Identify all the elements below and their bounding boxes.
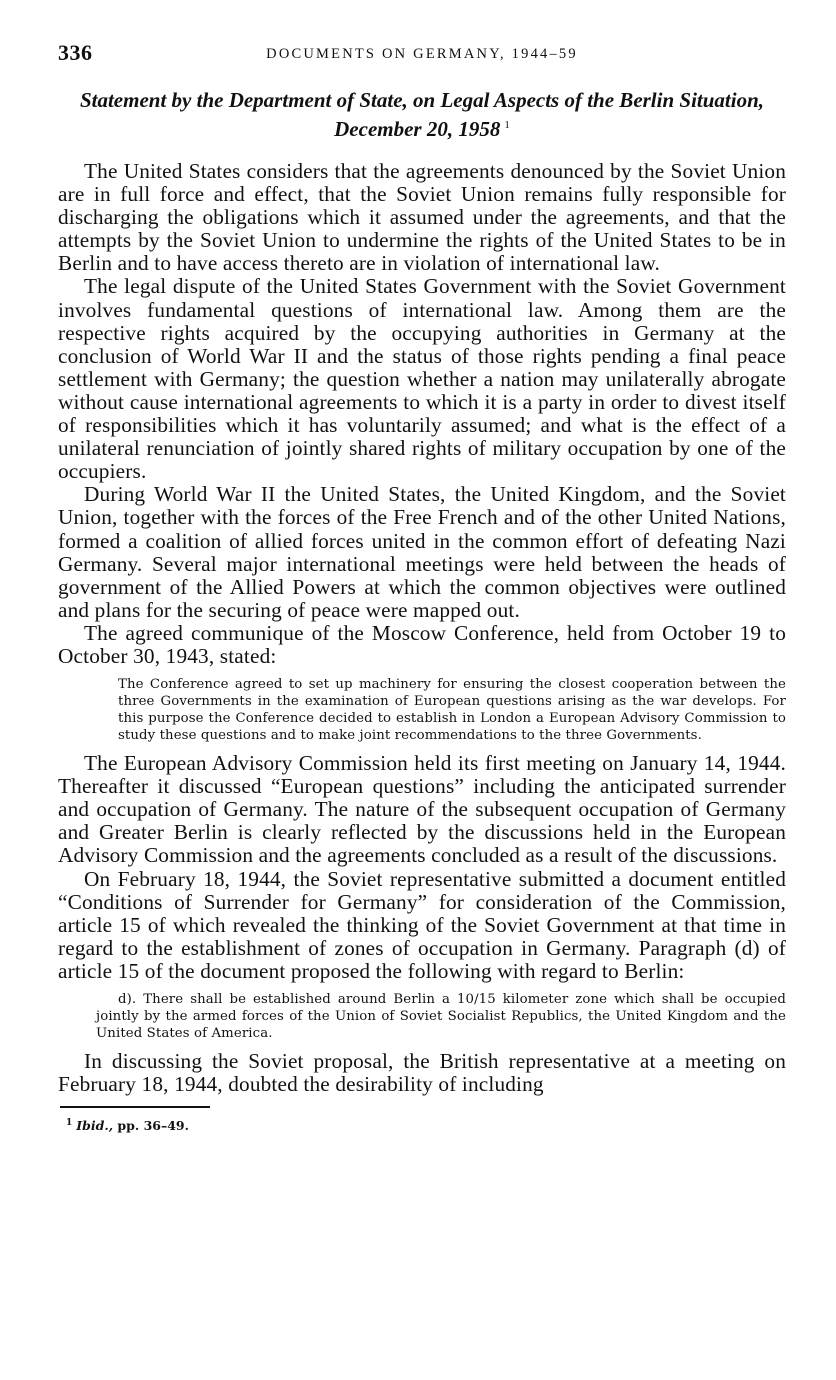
paragraph-7: In discussing the Soviet proposal, the British representative at a meeting on February 18, 1944, doubted the desirability of including: [58, 1049, 786, 1097]
title-text: Statement by the Department of State, on Legal Aspects of the Berlin Situation, December 20, 1958: [79, 88, 765, 141]
title-footnote-marker: 1: [504, 119, 510, 131]
footnote-source: Ibid.,: [76, 1118, 114, 1134]
running-title: DOCUMENTS ON GERMANY, 1944–59: [266, 46, 578, 62]
footnote: [66, 1118, 786, 1133]
document-title: [58, 88, 786, 142]
page-number: 336: [58, 40, 93, 65]
paragraph-3: During World War II the United States, the United Kingdom, and the Soviet Union, together with the forces of the Free French and of the other United Nations, formed a coalition of allied forces united in the common effort of defeating Nazi Germany. Several major international meetings were held between the heads of government of the Allied Powers at which the common objectives were outlined and plans for the securing of peace were mapped out.: [58, 482, 786, 622]
block-quote-article-15d: d). There shall be established around Berlin a 10/15 kilometer zone which shall be occupied jointly by the armed forces of the Union of Soviet Socialist Republics, the United Kingdom and the United States of America.: [96, 992, 786, 1041]
paragraph-4: The agreed communique of the Moscow Conference, held from October 19 to October 30, 1943, stated:: [58, 620, 786, 668]
paragraph-1: The United States considers that the agreements denounced by the Soviet Union are in full force and effect, that the Soviet Union remains fully responsible for discharging the obligations which it assumed under the agreements, and that the attempts by the Soviet Union to undermine the rights of the United States to be in Berlin and to have access thereto are in violation of international law.: [58, 159, 786, 276]
paragraph-6: On February 18, 1944, the Soviet representative submitted a document entitled “Conditions of Surrender for Germany” for consideration of the Commission, article 15 of which revealed the thinking of the Soviet Government at that time in regard to the establishment of zones of occupation in Germany. Paragraph (d) of article 15 of the document proposed the following with regard to Berlin:: [58, 866, 786, 983]
footnote-divider: [60, 1106, 210, 1108]
paragraph-2: The legal dispute of the United States Government with the Soviet Government involves fundamental questions of international law. Among them are the respective rights acquired by the occupying authorities in Germany at the conclusion of World War II and the status of those rights pending a final peace settlement with Germany; the question whether a nation may unilaterally abrogate without cause international agreements to which it is a party in order to divest itself of responsibilities which it has voluntarily assumed; and what is the effect of a unilateral renunciation of jointly shared rights of military occupation by one of the occupiers.: [58, 274, 786, 484]
footnote-marker: 1: [66, 1118, 73, 1129]
block-quote-moscow-communique: The Conference agreed to set up machinery for ensuring the closest cooperation between the three Governments in the examination of European questions arising as the war develops. For this purpose the Conference decided to establish in London a European Advisory Commission to study these questions and to make joint recommendations to the three Governments.: [118, 677, 786, 744]
document-page: [58, 40, 786, 1133]
paragraph-5: The European Advisory Commission held its first meeting on January 14, 1944. Thereafter it discussed “European questions” including the anticipated surrender and occupation of Germany. The nature of the subsequent occupation of Germany and Greater Berlin is clearly reflected by the discussions held in the European Advisory Commission and the agreements concluded as a result of the discussions.: [58, 751, 786, 868]
running-head: [58, 40, 786, 70]
footnote-pages: pp. 36–49.: [117, 1118, 189, 1134]
